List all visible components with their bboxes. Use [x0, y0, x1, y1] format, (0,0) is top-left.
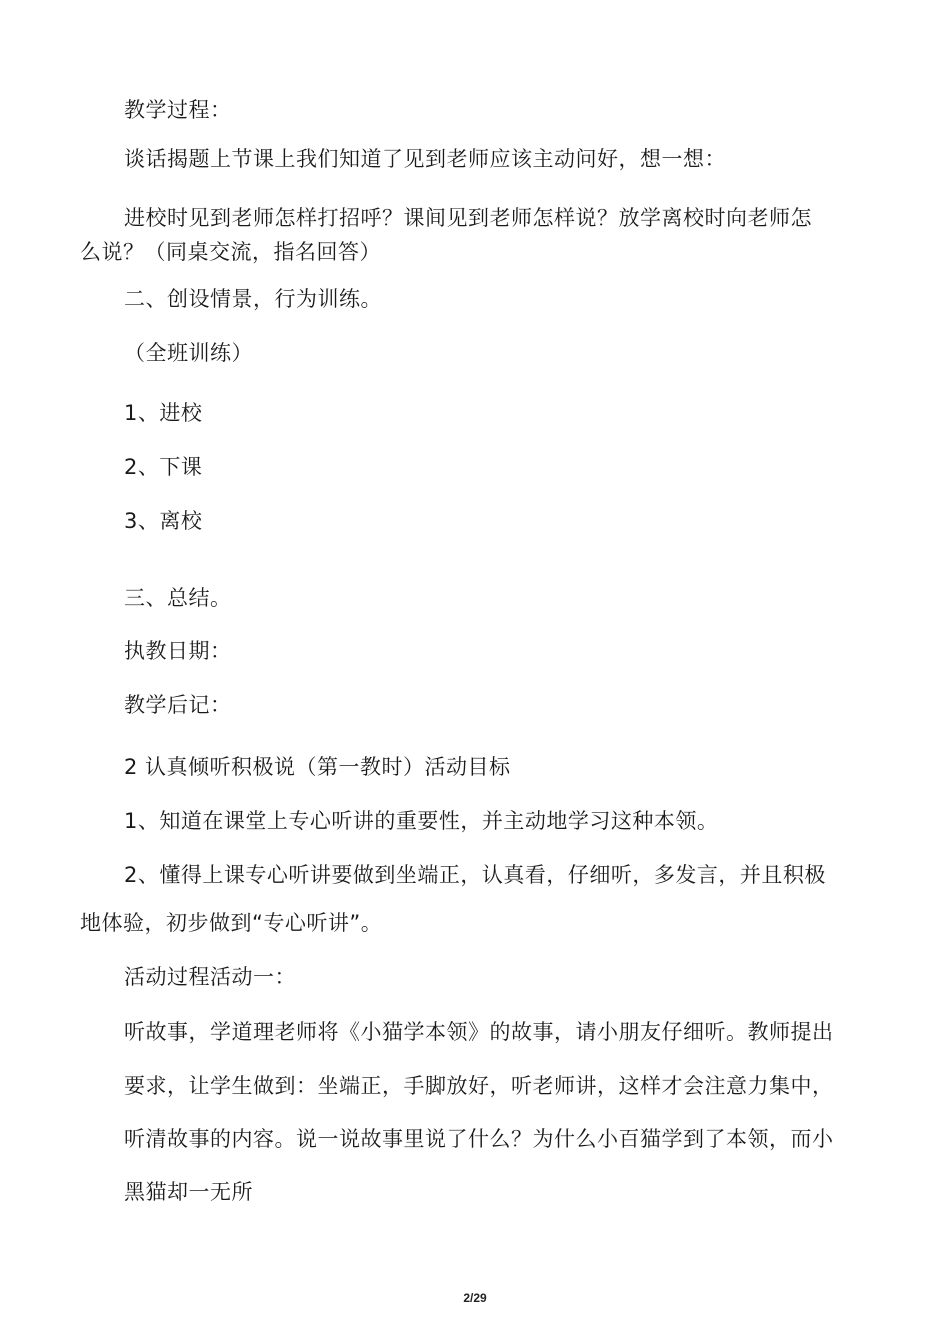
text-line: 地体验，初步做到“专心听讲”。	[80, 911, 383, 935]
text-line: 谈话揭题上节课上我们知道了见到老师应该主动问好，想一想：	[124, 147, 726, 171]
page-number: 2/29	[463, 1291, 487, 1305]
list-item: 3、离校	[124, 509, 203, 533]
text-line: 教学后记：	[124, 693, 232, 717]
text-line: 黑猫却一无所	[124, 1180, 253, 1204]
section-heading: 二、创设情景，行为训练。	[124, 287, 382, 311]
text-line: 要求，让学生做到：坐端正，手脚放好，听老师讲，这样才会注意力集中，	[124, 1074, 834, 1098]
text-line: 进校时见到老师怎样打招呼？课间见到老师怎样说？放学离校时向老师怎	[124, 206, 812, 230]
list-item: 1、进校	[124, 401, 203, 425]
text-line: 执教日期：	[124, 639, 232, 663]
section-heading: 三、总结。	[124, 586, 232, 610]
text-line: 听清故事的内容。说一说故事里说了什么？为什么小百猫学到了本领，而小	[124, 1127, 834, 1151]
list-item: 2、下课	[124, 455, 203, 479]
lesson-title: 2 认真倾听积极说（第一教时）活动目标	[124, 755, 511, 779]
text-line: （全班训练）	[124, 341, 253, 365]
text-line: 教学过程：	[124, 98, 232, 122]
text-line: 听故事，学道理老师将《小猫学本领》的故事，请小朋友仔细听。教师提出	[124, 1020, 834, 1044]
text-line: 么说？（同桌交流，指名回答）	[80, 240, 381, 264]
list-item: 2、懂得上课专心听讲要做到坐端正，认真看，仔细听，多发言，并且积极	[124, 863, 826, 887]
text-line: 活动过程活动一：	[124, 965, 296, 989]
list-item: 1、知道在课堂上专心听讲的重要性，并主动地学习这种本领。	[124, 809, 719, 833]
